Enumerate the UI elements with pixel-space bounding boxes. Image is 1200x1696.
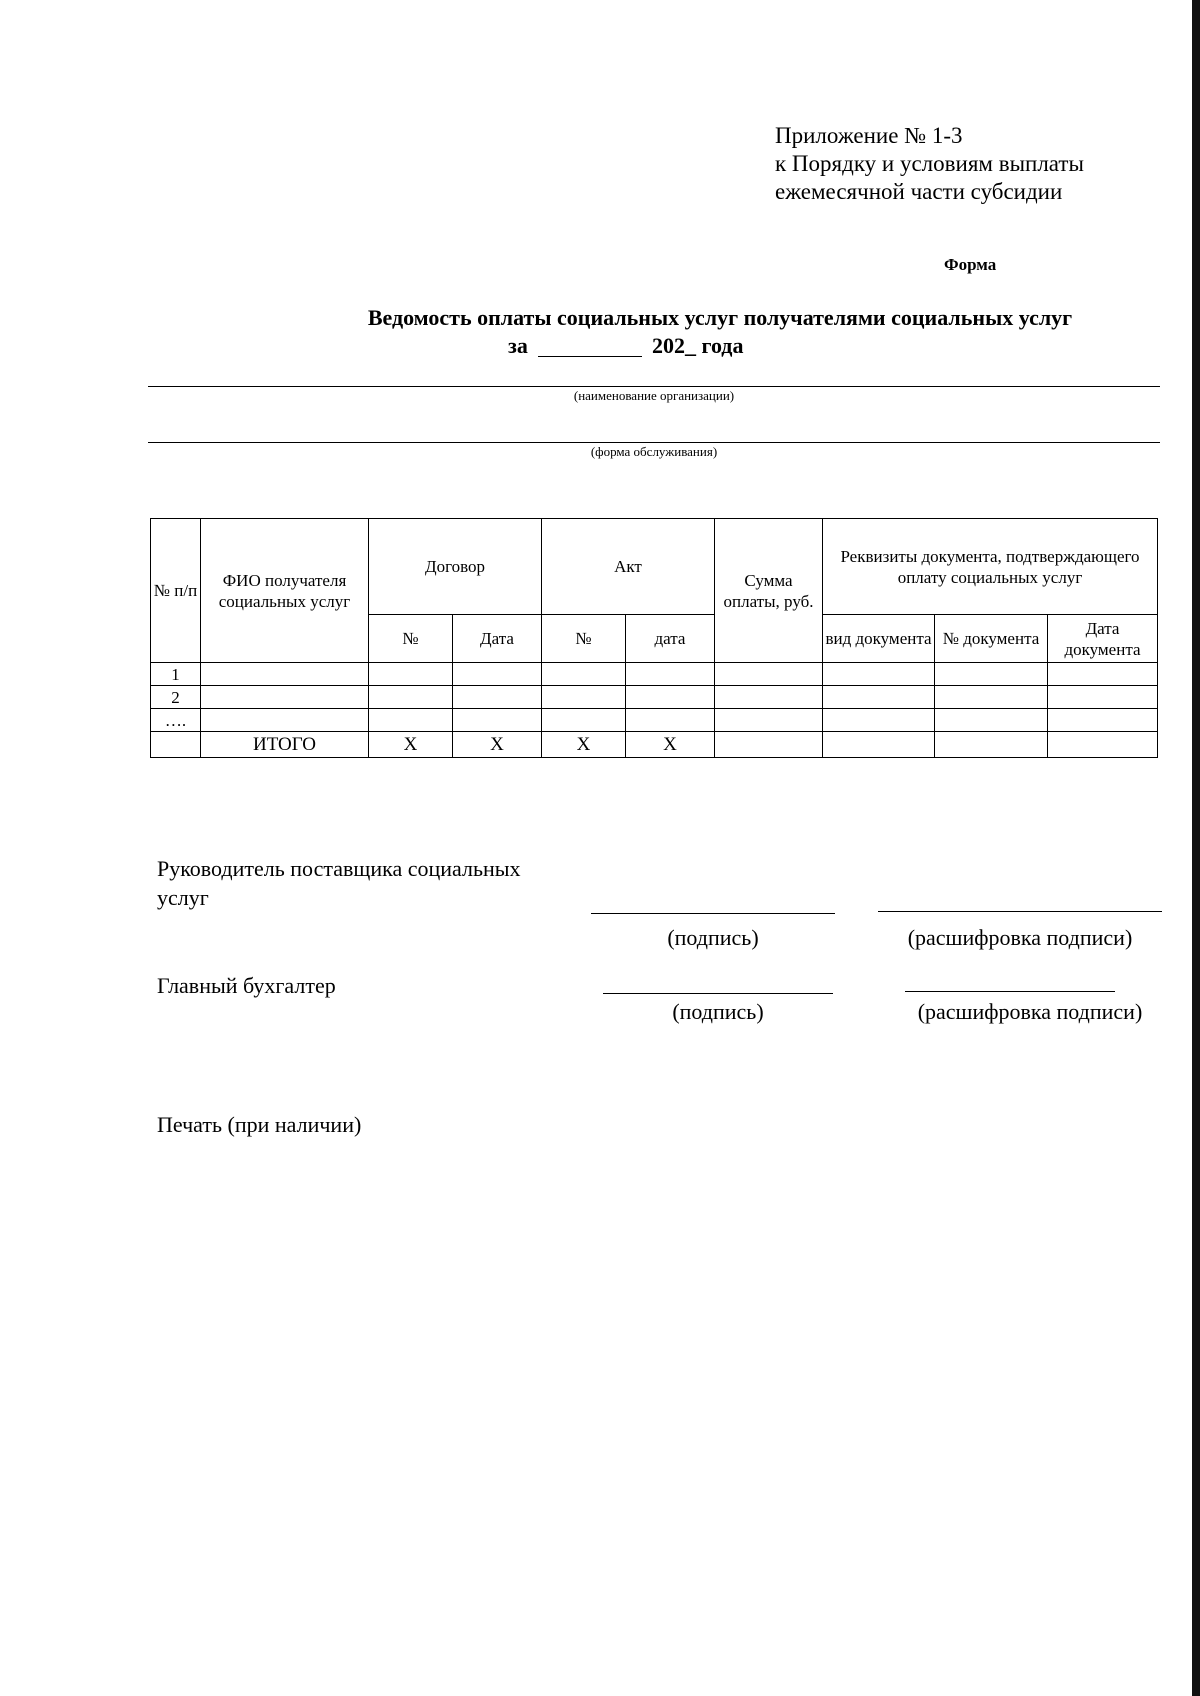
appendix-note xyxy=(775,122,1084,206)
head-signature-caption: (подпись) xyxy=(667,925,759,950)
document-title: Ведомость оплаты социальных услуг получателями социальных услуг xyxy=(367,305,1073,330)
title-year: 202_ года xyxy=(652,333,744,358)
header-act-no: № xyxy=(542,615,626,663)
header-doc-type: вид документа xyxy=(823,615,935,663)
head-signature-line xyxy=(591,913,835,914)
head-decoding-line xyxy=(878,911,1162,912)
row-number: 1 xyxy=(151,663,201,686)
appendix-line-3: ежемесячной части субсидии xyxy=(775,179,1063,204)
header-num: № п/п xyxy=(151,519,201,663)
accountant-decoding-caption: (расшифровка подписи) xyxy=(917,999,1143,1024)
accountant-decoding-line xyxy=(905,991,1115,992)
head-label-line-1: Руководитель поставщика социальных xyxy=(157,856,521,881)
accountant-signature-caption: (подпись) xyxy=(672,999,764,1024)
header-sum: Сумма оплаты, руб. xyxy=(715,519,823,663)
table-row xyxy=(151,686,1158,709)
total-label: ИТОГО xyxy=(201,732,369,758)
accountant-label: Главный бухгалтер xyxy=(157,973,336,998)
title-for: за xyxy=(508,333,528,358)
organization-caption: (наименование организации) xyxy=(573,388,735,403)
head-label xyxy=(157,854,521,912)
service-form-caption: (форма обслуживания) xyxy=(590,444,718,459)
appendix-line-2: к Порядку и условиям выплаты xyxy=(775,151,1084,176)
period-blank-line xyxy=(538,356,642,357)
appendix-line-1: Приложение № 1-3 xyxy=(775,123,963,148)
organization-line xyxy=(148,386,1160,387)
total-row xyxy=(151,732,1158,758)
header-contract-date: Дата xyxy=(453,615,542,663)
row-number: …. xyxy=(151,709,201,732)
service-form-line xyxy=(148,442,1160,443)
header-act: Акт xyxy=(542,519,715,615)
form-label: Форма xyxy=(944,255,997,274)
total-mark: X xyxy=(453,732,542,758)
table-row xyxy=(151,663,1158,686)
total-mark: X xyxy=(626,732,715,758)
header-fio: ФИО получателя социальных услуг xyxy=(201,519,369,663)
header-act-date: дата xyxy=(626,615,715,663)
header-requisites: Реквизиты документа, подтверждающего оплату социальных услуг xyxy=(823,519,1158,615)
row-number: 2 xyxy=(151,686,201,709)
header-doc-no: № документа xyxy=(935,615,1048,663)
header-doc-date: Дата документа xyxy=(1048,615,1158,663)
total-mark: X xyxy=(369,732,453,758)
head-label-line-2: услуг xyxy=(157,885,209,910)
table-row xyxy=(151,709,1158,732)
head-decoding-caption: (расшифровка подписи) xyxy=(907,925,1133,950)
payment-table xyxy=(150,518,1158,758)
accountant-signature-line xyxy=(603,993,833,994)
total-mark: X xyxy=(542,732,626,758)
stamp-label: Печать (при наличии) xyxy=(157,1112,362,1137)
header-contract: Договор xyxy=(369,519,542,615)
header-contract-no: № xyxy=(369,615,453,663)
scan-edge xyxy=(1192,0,1200,1696)
